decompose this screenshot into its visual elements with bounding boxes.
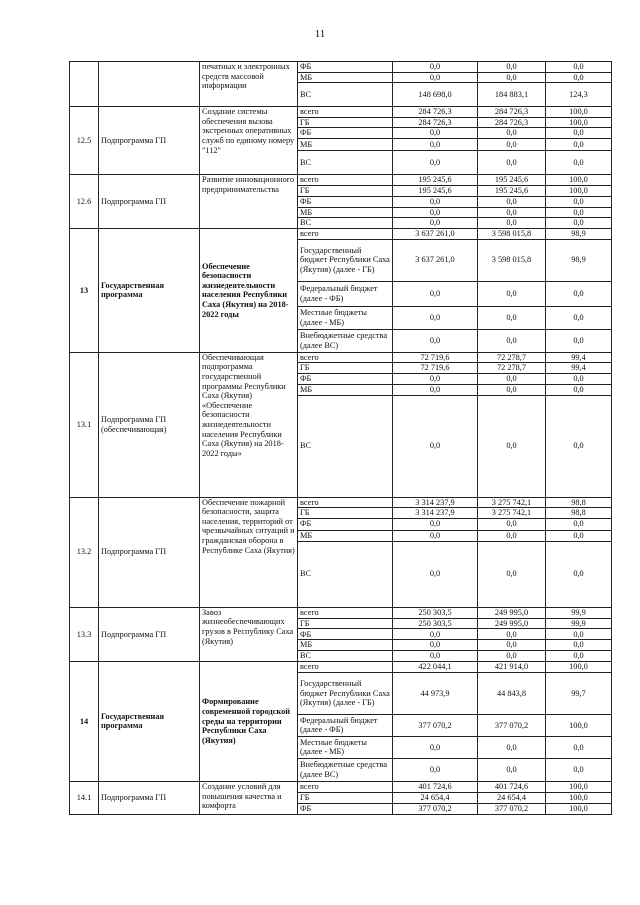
actual-value: 24 654,4 xyxy=(478,792,546,803)
program-type: Подпрограмма ГП (обеспечивающая) xyxy=(99,352,200,497)
percent-value: 100,0 xyxy=(546,661,612,672)
row-number: 13.3 xyxy=(70,607,99,661)
program-description: Обеспечение пожарной безопасности, защита населения, территорий от чрезвычайных ситуаций и гражданская оборона в Республике Саха (Якутия) xyxy=(200,497,298,607)
actual-value: 0,0 xyxy=(478,640,546,651)
table-row xyxy=(70,661,612,672)
percent-value: 0,0 xyxy=(546,736,612,758)
funding-source: ГБ xyxy=(298,508,393,519)
actual-value: 0,0 xyxy=(478,650,546,661)
percent-value: 99,9 xyxy=(546,618,612,629)
program-description: Обеспечение безопасности жизнедеятельности населения Республики Саха (Якутия) на 2018-2022 годы xyxy=(200,229,298,353)
percent-value: 0,0 xyxy=(546,384,612,395)
funding-source: ГБ xyxy=(298,618,393,629)
funding-source: ВС xyxy=(298,395,393,497)
row-number: 12.5 xyxy=(70,107,99,175)
funding-source: ФБ xyxy=(298,629,393,640)
table-row xyxy=(70,781,612,792)
funding-source: всего xyxy=(298,781,393,792)
table-row xyxy=(70,62,612,73)
funding-source: МБ xyxy=(298,384,393,395)
actual-value: 0,0 xyxy=(478,541,546,607)
funding-source: Федеральный бюджет (далее - ФБ) xyxy=(298,714,393,736)
funding-source: ФБ xyxy=(298,196,393,207)
funding-source: ГБ xyxy=(298,363,393,374)
percent-value: 0,0 xyxy=(546,650,612,661)
actual-value: 0,0 xyxy=(478,736,546,758)
funding-source: ГБ xyxy=(298,792,393,803)
funding-source: всего xyxy=(298,497,393,508)
actual-value: 0,0 xyxy=(478,373,546,384)
actual-value: 0,0 xyxy=(478,395,546,497)
planned-value: 0,0 xyxy=(393,736,478,758)
percent-value: 0,0 xyxy=(546,629,612,640)
percent-value: 0,0 xyxy=(546,138,612,150)
row-number xyxy=(70,62,99,107)
funding-source: ФБ xyxy=(298,803,393,814)
funding-source: Внебюджетные средства (далее ВС) xyxy=(298,329,393,352)
funding-source: всего xyxy=(298,107,393,118)
table-row xyxy=(70,352,612,363)
funding-source: Внебюджетные средства (далее ВС) xyxy=(298,758,393,781)
actual-value: 421 914,0 xyxy=(478,661,546,672)
percent-value: 0,0 xyxy=(546,758,612,781)
table-row xyxy=(70,107,612,118)
program-description: Создание системы обеспечения вызова экстренных оперативных служб по единому номеру "112" xyxy=(200,107,298,175)
funding-source: ВС xyxy=(298,650,393,661)
actual-value: 0,0 xyxy=(478,758,546,781)
funding-source: Государственный бюджет Республики Саха (Якутия) (далее - ГБ) xyxy=(298,239,393,281)
percent-value: 0,0 xyxy=(546,530,612,541)
row-number: 13.2 xyxy=(70,497,99,607)
actual-value: 0,0 xyxy=(478,62,546,73)
planned-value: 0,0 xyxy=(393,306,478,329)
program-description: Создание условий для повышения качества и комфорта xyxy=(200,781,298,814)
planned-value: 195 245,6 xyxy=(393,174,478,185)
program-type: Государственная программа xyxy=(99,229,200,353)
percent-value: 98,9 xyxy=(546,229,612,240)
program-type: Подпрограмма ГП xyxy=(99,107,200,175)
actual-value: 72 278,7 xyxy=(478,352,546,363)
funding-source: ФБ xyxy=(298,128,393,139)
planned-value: 0,0 xyxy=(393,650,478,661)
actual-value: 0,0 xyxy=(478,218,546,229)
planned-value: 0,0 xyxy=(393,207,478,218)
planned-value: 0,0 xyxy=(393,62,478,73)
actual-value: 0,0 xyxy=(478,306,546,329)
percent-value: 0,0 xyxy=(546,281,612,306)
program-type: Подпрограмма ГП xyxy=(99,174,200,228)
planned-value: 0,0 xyxy=(393,138,478,150)
planned-value: 284 726,3 xyxy=(393,117,478,128)
actual-value: 0,0 xyxy=(478,72,546,83)
actual-value: 401 724,6 xyxy=(478,781,546,792)
planned-value: 401 724,6 xyxy=(393,781,478,792)
actual-value: 249 995,0 xyxy=(478,607,546,618)
actual-value: 377 070,2 xyxy=(478,714,546,736)
planned-value: 195 245,6 xyxy=(393,185,478,196)
table-row xyxy=(70,174,612,185)
program-description: Развитие инновационного предпринимательства xyxy=(200,174,298,228)
planned-value: 0,0 xyxy=(393,518,478,530)
planned-value: 0,0 xyxy=(393,72,478,83)
program-description: Обеспечивающая подпрограмма государственной программы Республики Саха (Якутия) «Обеспечение безопасности жизнедеятельности населения Республики Саха (Якутия) на 2018-2022 годы» xyxy=(200,352,298,497)
percent-value: 0,0 xyxy=(546,128,612,139)
percent-value: 0,0 xyxy=(546,218,612,229)
percent-value: 99,4 xyxy=(546,363,612,374)
percent-value: 100,0 xyxy=(546,781,612,792)
funding-source: всего xyxy=(298,607,393,618)
percent-value: 100,0 xyxy=(546,185,612,196)
actual-value: 284 726,3 xyxy=(478,117,546,128)
program-description: Формирование современной городской среды на территории Республики Саха (Якутия) xyxy=(200,661,298,781)
page-number: 11 xyxy=(314,28,326,40)
table-row xyxy=(70,229,612,240)
actual-value: 377 070,2 xyxy=(478,803,546,814)
actual-value: 0,0 xyxy=(478,207,546,218)
percent-value: 0,0 xyxy=(546,72,612,83)
actual-value: 184 883,1 xyxy=(478,83,546,107)
program-type: Подпрограмма ГП xyxy=(99,497,200,607)
percent-value: 0,0 xyxy=(546,150,612,174)
program-type: Подпрограмма ГП xyxy=(99,781,200,814)
percent-value: 0,0 xyxy=(546,196,612,207)
percent-value: 0,0 xyxy=(546,541,612,607)
funding-source: ВС xyxy=(298,218,393,229)
planned-value: 0,0 xyxy=(393,373,478,384)
percent-value: 100,0 xyxy=(546,714,612,736)
planned-value: 0,0 xyxy=(393,384,478,395)
percent-value: 100,0 xyxy=(546,107,612,118)
row-number: 13 xyxy=(70,229,99,353)
planned-value: 3 314 237,9 xyxy=(393,508,478,519)
planned-value: 284 726,3 xyxy=(393,107,478,118)
planned-value: 0,0 xyxy=(393,218,478,229)
funding-source: Местные бюджеты (далее - МБ) xyxy=(298,736,393,758)
funding-source: Федеральный бюджет (далее - ФБ) xyxy=(298,281,393,306)
table-row xyxy=(70,607,612,618)
actual-value: 195 245,6 xyxy=(478,185,546,196)
actual-value: 249 995,0 xyxy=(478,618,546,629)
percent-value: 99,9 xyxy=(546,607,612,618)
percent-value: 100,0 xyxy=(546,117,612,128)
row-number: 14.1 xyxy=(70,781,99,814)
percent-value: 100,0 xyxy=(546,792,612,803)
funding-source: МБ xyxy=(298,530,393,541)
planned-value: 148 698,0 xyxy=(393,83,478,107)
percent-value: 0,0 xyxy=(546,329,612,352)
planned-value: 0,0 xyxy=(393,128,478,139)
percent-value: 98,8 xyxy=(546,508,612,519)
funding-source: МБ xyxy=(298,72,393,83)
actual-value: 72 278,7 xyxy=(478,363,546,374)
row-number: 13.1 xyxy=(70,352,99,497)
actual-value: 0,0 xyxy=(478,150,546,174)
actual-value: 0,0 xyxy=(478,384,546,395)
planned-value: 0,0 xyxy=(393,395,478,497)
percent-value: 100,0 xyxy=(546,803,612,814)
percent-value: 0,0 xyxy=(546,306,612,329)
planned-value: 250 303,5 xyxy=(393,607,478,618)
actual-value: 3 275 742,1 xyxy=(478,508,546,519)
funding-source: ВС xyxy=(298,83,393,107)
actual-value: 0,0 xyxy=(478,196,546,207)
percent-value: 0,0 xyxy=(546,207,612,218)
funding-source: ГБ xyxy=(298,117,393,128)
funding-source: ФБ xyxy=(298,62,393,73)
actual-value: 0,0 xyxy=(478,629,546,640)
program-type xyxy=(99,62,200,107)
actual-value: 44 843,8 xyxy=(478,672,546,714)
percent-value: 0,0 xyxy=(546,62,612,73)
funding-source: ФБ xyxy=(298,518,393,530)
percent-value: 99,4 xyxy=(546,352,612,363)
percent-value: 98,9 xyxy=(546,239,612,281)
program-description: Завоз жизнеобеспечивающих грузов в Республику Саха (Якутия) xyxy=(200,607,298,661)
actual-value: 0,0 xyxy=(478,128,546,139)
percent-value: 0,0 xyxy=(546,640,612,651)
planned-value: 0,0 xyxy=(393,758,478,781)
actual-value: 195 245,6 xyxy=(478,174,546,185)
actual-value: 0,0 xyxy=(478,281,546,306)
planned-value: 3 637 261,0 xyxy=(393,239,478,281)
planned-value: 72 719,6 xyxy=(393,352,478,363)
funding-source: всего xyxy=(298,229,393,240)
planned-value: 0,0 xyxy=(393,530,478,541)
actual-value: 3 598 015,8 xyxy=(478,239,546,281)
funding-source: всего xyxy=(298,352,393,363)
percent-value: 98,8 xyxy=(546,497,612,508)
funding-source: ГБ xyxy=(298,185,393,196)
funding-source: ФБ xyxy=(298,373,393,384)
planned-value: 0,0 xyxy=(393,281,478,306)
percent-value: 99,7 xyxy=(546,672,612,714)
actual-value: 284 726,3 xyxy=(478,107,546,118)
planned-value: 0,0 xyxy=(393,150,478,174)
percent-value: 0,0 xyxy=(546,518,612,530)
percent-value: 0,0 xyxy=(546,373,612,384)
funding-source: Государственный бюджет Республики Саха (Якутия) (далее - ГБ) xyxy=(298,672,393,714)
funding-source: МБ xyxy=(298,640,393,651)
budget-execution-table xyxy=(69,61,612,815)
planned-value: 0,0 xyxy=(393,640,478,651)
planned-value: 44 973,9 xyxy=(393,672,478,714)
funding-source: МБ xyxy=(298,207,393,218)
actual-value: 0,0 xyxy=(478,518,546,530)
planned-value: 0,0 xyxy=(393,329,478,352)
row-number: 12.6 xyxy=(70,174,99,228)
program-description: печатных и электронных средств массовой информации xyxy=(200,62,298,107)
planned-value: 0,0 xyxy=(393,629,478,640)
funding-source: Местные бюджеты (далее - МБ) xyxy=(298,306,393,329)
funding-source: всего xyxy=(298,661,393,672)
actual-value: 3 275 742,1 xyxy=(478,497,546,508)
program-type: Подпрограмма ГП xyxy=(99,607,200,661)
planned-value: 0,0 xyxy=(393,196,478,207)
actual-value: 3 598 015,8 xyxy=(478,229,546,240)
planned-value: 24 654,4 xyxy=(393,792,478,803)
planned-value: 0,0 xyxy=(393,541,478,607)
table-row xyxy=(70,497,612,508)
actual-value: 0,0 xyxy=(478,530,546,541)
percent-value: 124,3 xyxy=(546,83,612,107)
funding-source: ВС xyxy=(298,541,393,607)
planned-value: 72 719,6 xyxy=(393,363,478,374)
program-type: Государственная программа xyxy=(99,661,200,781)
planned-value: 422 044,1 xyxy=(393,661,478,672)
funding-source: ВС xyxy=(298,150,393,174)
planned-value: 250 303,5 xyxy=(393,618,478,629)
planned-value: 377 070,2 xyxy=(393,803,478,814)
percent-value: 0,0 xyxy=(546,395,612,497)
planned-value: 377 070,2 xyxy=(393,714,478,736)
actual-value: 0,0 xyxy=(478,329,546,352)
funding-source: МБ xyxy=(298,138,393,150)
row-number: 14 xyxy=(70,661,99,781)
planned-value: 3 637 261,0 xyxy=(393,229,478,240)
planned-value: 3 314 237,9 xyxy=(393,497,478,508)
percent-value: 100,0 xyxy=(546,174,612,185)
actual-value: 0,0 xyxy=(478,138,546,150)
funding-source: всего xyxy=(298,174,393,185)
